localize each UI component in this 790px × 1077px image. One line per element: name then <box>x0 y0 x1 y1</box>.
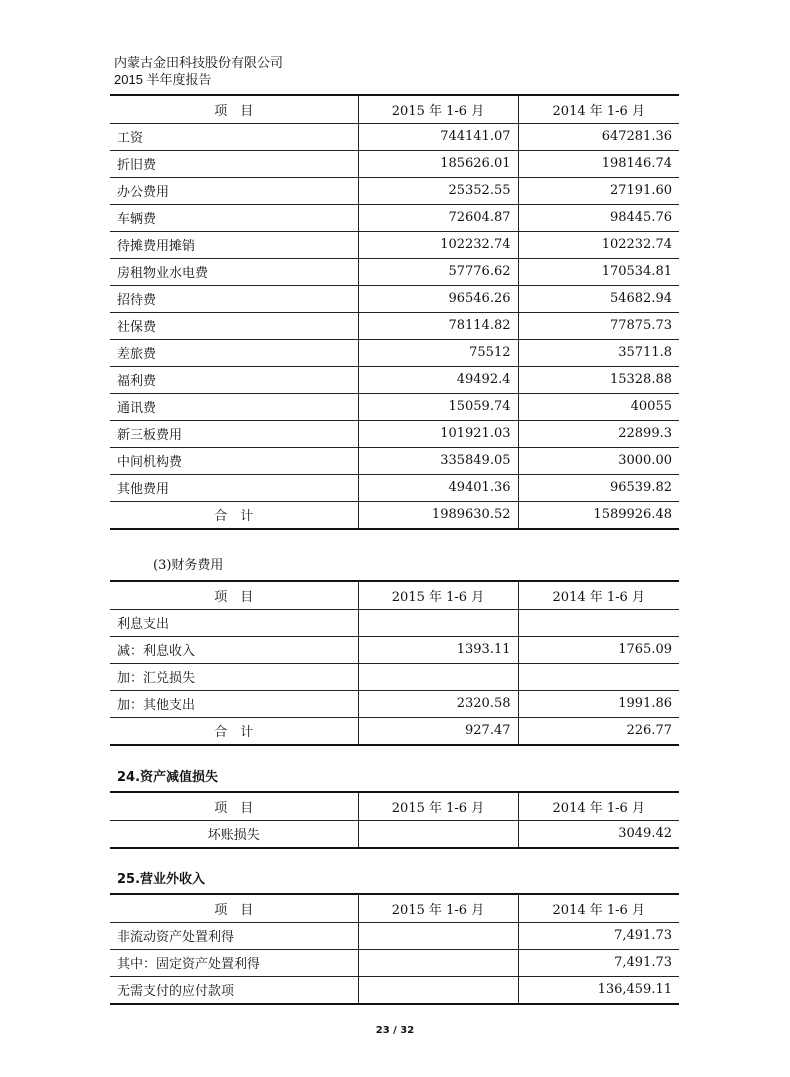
row-cur: 96546.26 <box>358 285 518 312</box>
table-row <box>110 922 679 949</box>
row-item: 差旅费 <box>110 339 358 366</box>
row-cur: 101921.03 <box>358 420 518 447</box>
row-cur: 75512 <box>358 339 518 366</box>
row-item: 坏账损失 <box>110 820 358 848</box>
admin-expenses-table <box>110 94 679 530</box>
row-cur: 25352.55 <box>358 177 518 204</box>
total-label: 合 计 <box>110 501 358 529</box>
report-header <box>114 54 283 88</box>
non-operating-income-table <box>110 893 679 1005</box>
row-cur <box>358 663 518 690</box>
row-prev: 1765.09 <box>518 636 679 663</box>
page-number: 23 / 32 <box>375 1025 415 1036</box>
table-header-row <box>110 95 679 123</box>
row-item: 利息支出 <box>110 609 358 636</box>
row-prev: 22899.3 <box>518 420 679 447</box>
finance-expenses-title: (3)财务费用 <box>153 558 224 573</box>
total-row <box>110 717 679 745</box>
col-header-prev: 2014 年 1-6 月 <box>518 581 679 609</box>
total-cur: 1989630.52 <box>358 501 518 529</box>
row-prev: 77875.73 <box>518 312 679 339</box>
table-header-row <box>110 894 679 922</box>
row-item: 社保费 <box>110 312 358 339</box>
row-cur <box>358 922 518 949</box>
row-item: 工资 <box>110 123 358 150</box>
company-name: 内蒙古金田科技股份有限公司 <box>114 55 284 70</box>
row-item: 其他费用 <box>110 474 358 501</box>
row-prev: 54682.94 <box>518 285 679 312</box>
col-header-item: 项 目 <box>110 792 358 820</box>
table-row <box>110 393 679 420</box>
impairment-table <box>110 791 679 849</box>
row-item: 招待费 <box>110 285 358 312</box>
col-header-item: 项 目 <box>110 95 358 123</box>
table-row <box>110 366 679 393</box>
table-row <box>110 420 679 447</box>
row-item: 房租物业水电费 <box>110 258 358 285</box>
table-row <box>110 976 679 1004</box>
row-cur: 1393.11 <box>358 636 518 663</box>
table-row <box>110 339 679 366</box>
table-row <box>110 609 679 636</box>
table-row <box>110 204 679 231</box>
row-prev <box>518 609 679 636</box>
row-item: 其中：固定资产处置利得 <box>110 949 358 976</box>
row-item: 折旧费 <box>110 150 358 177</box>
row-cur <box>358 976 518 1004</box>
row-item: 待摊费用摊销 <box>110 231 358 258</box>
total-row <box>110 501 679 529</box>
row-cur: 744141.07 <box>358 123 518 150</box>
table-row <box>110 474 679 501</box>
col-header-cur: 2015 年 1-6 月 <box>358 95 518 123</box>
col-header-item: 项 目 <box>110 894 358 922</box>
row-cur: 2320.58 <box>358 690 518 717</box>
table-row <box>110 636 679 663</box>
row-prev: 647281.36 <box>518 123 679 150</box>
table-row <box>110 231 679 258</box>
report-title: 2015 半年度报告 <box>114 72 212 87</box>
table-row <box>110 312 679 339</box>
row-prev: 40055 <box>518 393 679 420</box>
row-item: 车辆费 <box>110 204 358 231</box>
row-cur <box>358 609 518 636</box>
row-item: 加：汇兑损失 <box>110 663 358 690</box>
table-row <box>110 949 679 976</box>
table-row <box>110 123 679 150</box>
row-item: 办公费用 <box>110 177 358 204</box>
finance-expenses-table <box>110 580 679 746</box>
row-prev: 1991.86 <box>518 690 679 717</box>
col-header-prev: 2014 年 1-6 月 <box>518 894 679 922</box>
col-header-cur: 2015 年 1-6 月 <box>358 581 518 609</box>
row-prev <box>518 663 679 690</box>
row-prev: 3049.42 <box>518 820 679 848</box>
row-prev: 7,491.73 <box>518 949 679 976</box>
row-prev: 198146.74 <box>518 150 679 177</box>
row-cur <box>358 949 518 976</box>
row-item: 加：其他支出 <box>110 690 358 717</box>
row-cur: 185626.01 <box>358 150 518 177</box>
non-operating-income-section-title: 25.营业外收入 <box>117 872 206 887</box>
row-prev: 102232.74 <box>518 231 679 258</box>
row-item: 无需支付的应付款项 <box>110 976 358 1004</box>
table-row <box>110 820 679 848</box>
table-header-row <box>110 792 679 820</box>
row-item: 中间机构费 <box>110 447 358 474</box>
row-prev: 15328.88 <box>518 366 679 393</box>
table-row <box>110 285 679 312</box>
row-item: 减：利息收入 <box>110 636 358 663</box>
table-row <box>110 258 679 285</box>
row-prev: 136,459.11 <box>518 976 679 1004</box>
row-cur: 49401.36 <box>358 474 518 501</box>
row-item: 非流动资产处置利得 <box>110 922 358 949</box>
table-row <box>110 663 679 690</box>
table-row <box>110 447 679 474</box>
row-item: 通讯费 <box>110 393 358 420</box>
row-cur: 102232.74 <box>358 231 518 258</box>
row-prev: 170534.81 <box>518 258 679 285</box>
table-row <box>110 177 679 204</box>
col-header-item: 项 目 <box>110 581 358 609</box>
row-prev: 3000.00 <box>518 447 679 474</box>
row-prev: 96539.82 <box>518 474 679 501</box>
total-prev: 1589926.48 <box>518 501 679 529</box>
row-cur: 49492.4 <box>358 366 518 393</box>
row-cur: 15059.74 <box>358 393 518 420</box>
row-prev: 27191.60 <box>518 177 679 204</box>
table-row <box>110 150 679 177</box>
row-item: 新三板费用 <box>110 420 358 447</box>
col-header-cur: 2015 年 1-6 月 <box>358 894 518 922</box>
row-cur: 57776.62 <box>358 258 518 285</box>
row-prev: 35711.8 <box>518 339 679 366</box>
impairment-section-title: 24.资产减值损失 <box>117 770 219 785</box>
row-cur: 78114.82 <box>358 312 518 339</box>
total-cur: 927.47 <box>358 717 518 745</box>
row-cur: 72604.87 <box>358 204 518 231</box>
col-header-cur: 2015 年 1-6 月 <box>358 792 518 820</box>
table-row <box>110 690 679 717</box>
row-prev: 7,491.73 <box>518 922 679 949</box>
total-label: 合 计 <box>110 717 358 745</box>
row-item: 福利费 <box>110 366 358 393</box>
row-cur <box>358 820 518 848</box>
table-header-row <box>110 581 679 609</box>
row-cur: 335849.05 <box>358 447 518 474</box>
col-header-prev: 2014 年 1-6 月 <box>518 95 679 123</box>
total-prev: 226.77 <box>518 717 679 745</box>
col-header-prev: 2014 年 1-6 月 <box>518 792 679 820</box>
row-prev: 98445.76 <box>518 204 679 231</box>
